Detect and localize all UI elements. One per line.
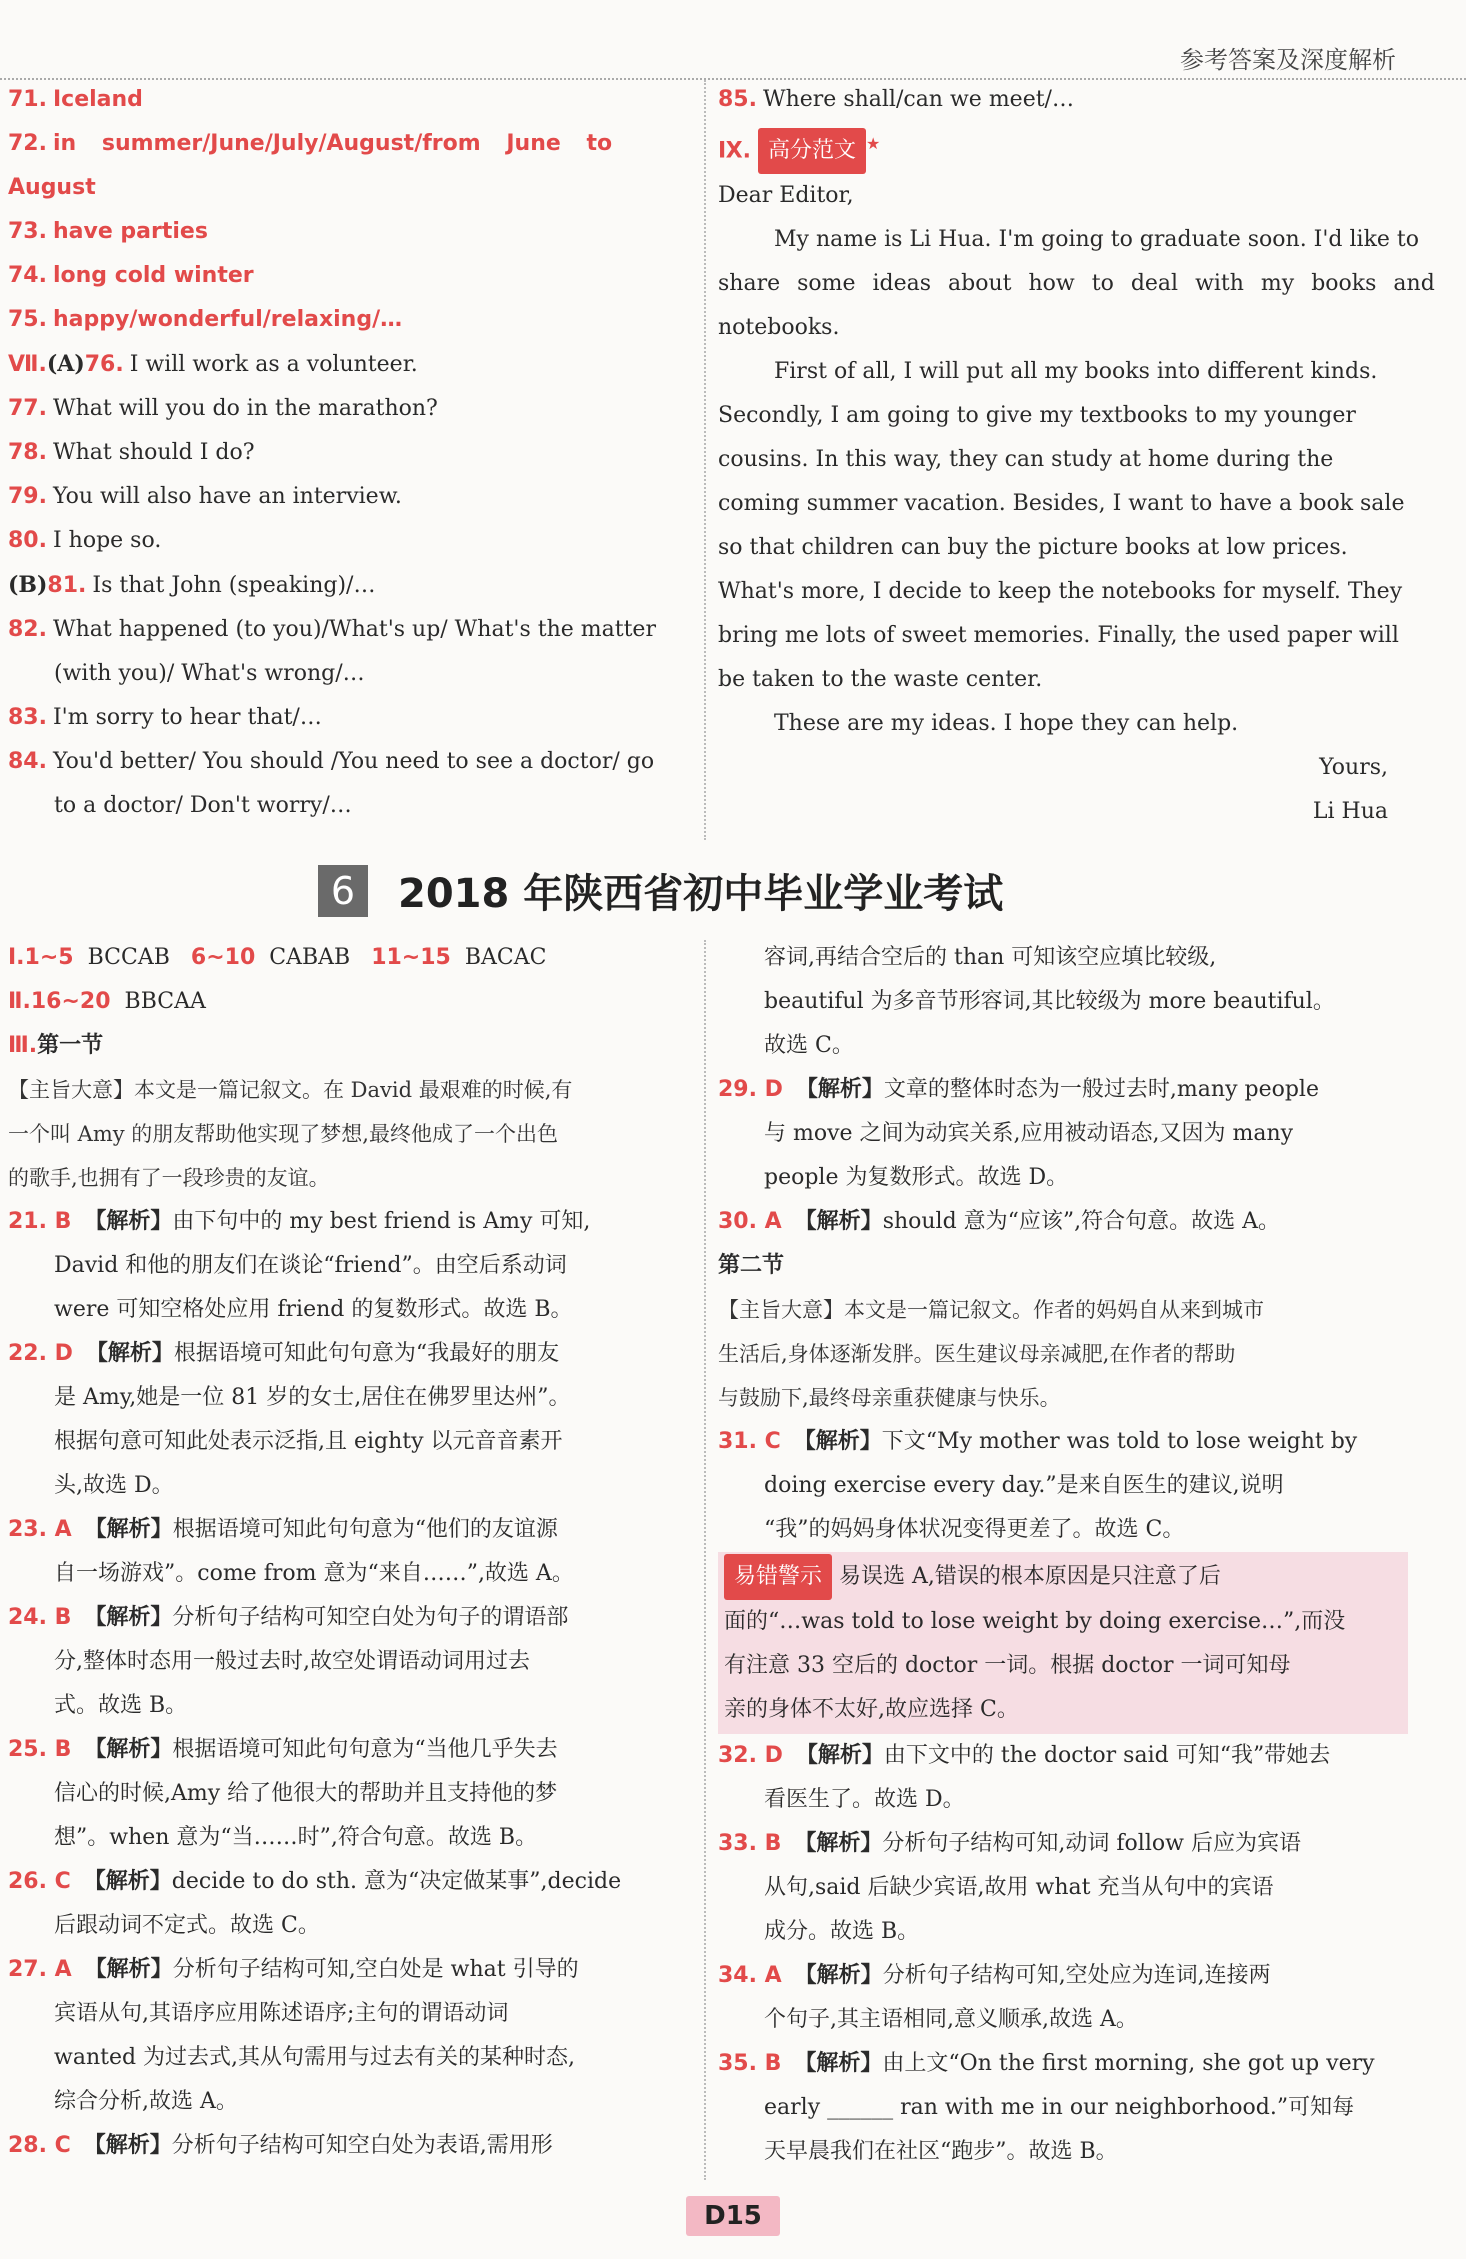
section-heading: 2018 年陕西省初中毕业学业考试: [398, 871, 1004, 917]
explanation-line: wanted 为过去式,其从句需用与过去有关的某种时态,: [54, 2045, 576, 2070]
essay-line: Secondly, I am going to give my textbooks to my younger: [718, 403, 1356, 429]
star-icon: ★: [866, 134, 881, 153]
explanation-line: 后跟动词不定式。故选 C。: [54, 1913, 320, 1938]
summary-line: 【主旨大意】本文是一篇记叙文。在 David 最艰难的时候,有: [8, 1078, 573, 1102]
explanation-line: 23. A 【解析】根据语境可知此句句意为“他们的友谊源: [8, 1517, 558, 1542]
answer-line: 75. happy/wonderful/relaxing/…: [8, 307, 403, 332]
warning-line: 有注意 33 空后的 doctor 一词。根据 doctor 一词可知母: [724, 1653, 1291, 1678]
explanation-line: 自一场游戏”。come from 意为“来自……”,故选 A。: [54, 1561, 574, 1586]
column-divider: [704, 80, 706, 840]
answer-key-row: Ⅰ.1~5 BCCAB 6~10 CABAB 11~15 BACAC: [8, 945, 547, 970]
explanation-line: 根据句意可知此处表示泛指,且 eighty 以元音音素开: [54, 1429, 563, 1454]
page-number: D15: [686, 2196, 780, 2236]
explanation-line: 29. D 【解析】文章的整体时态为一般过去时,many people: [718, 1077, 1319, 1102]
explanation-line: 35. B 【解析】由上文“On the first morning, she got up very: [718, 2051, 1375, 2076]
explanation-line: 31. C 【解析】下文“My mother was told to lose weight by: [718, 1429, 1358, 1454]
answer-line: 83. I'm sorry to hear that/…: [8, 705, 322, 730]
header-title: 参考答案及深度解析: [1180, 46, 1396, 74]
answer-line: 77. What will you do in the marathon?: [8, 396, 438, 421]
explanation-line: 从句,said 后缺少宾语,故用 what 充当从句中的宾语: [764, 1875, 1274, 1900]
essay-heading: Ⅸ. 高分范文 ★: [718, 122, 1398, 174]
essay-line: bring me lots of sweet memories. Finally, the used paper will: [718, 623, 1399, 649]
explanation-line: 信心的时候,Amy 给了他很大的帮助并且支持他的梦: [54, 1781, 558, 1806]
answer-line: 78. What should I do?: [8, 440, 255, 465]
answer-line: (B)81. Is that John (speaking)/…: [8, 572, 376, 598]
model-essay-badge: 高分范文: [758, 128, 866, 174]
summary-line: 一个叫 Amy 的朋友帮助他实现了梦想,最终他成了一个出色: [8, 1122, 558, 1146]
answer-line: Ⅶ.(A)76. I will work as a volunteer.: [8, 351, 418, 377]
explanation-line: 34. A 【解析】分析句子结构可知,空处应为连词,连接两: [718, 1963, 1271, 1988]
column-divider: [704, 940, 706, 2180]
explanation-line: 故选 C。: [764, 1033, 854, 1058]
explanation-line: 24. B 【解析】分析句子结构可知空白处为句子的谓语部: [8, 1605, 569, 1630]
explanation-line: David 和他的朋友们在谈论“friend”。由空后系动词: [54, 1253, 567, 1278]
explanation-line: 成分。故选 B。: [764, 1919, 920, 1944]
answer-line: 74. long cold winter: [8, 263, 254, 288]
answer-line: 71. Iceland: [8, 87, 143, 112]
explanation-line: early ______ ran with me in our neighborhood.”可知每: [764, 2095, 1355, 2120]
explanation-line: 综合分析,故选 A。: [54, 2089, 238, 2114]
essay-line: notebooks.: [718, 315, 840, 341]
explanation-line: 33. B 【解析】分析句子结构可知,动词 follow 后应为宾语: [718, 1831, 1301, 1856]
essay-line: share some ideas about how to deal with my books and: [718, 271, 1435, 297]
essay-line: coming summer vacation. Besides, I want to have a book sale: [718, 491, 1405, 517]
summary-line: 生活后,身体逐渐发胖。医生建议母亲减肥,在作者的帮助: [718, 1342, 1236, 1366]
essay-line: so that children can buy the picture books at low prices.: [718, 535, 1348, 561]
explanation-line: 式。故选 B。: [54, 1693, 188, 1718]
answer-line: 84. You'd better/ You should /You need to see a doctor/ go: [8, 749, 655, 774]
essay-line: What's more, I decide to keep the notebooks for myself. They: [718, 579, 1403, 605]
warning-line: 亲的身体不太好,故应选择 C。: [724, 1697, 1019, 1722]
explanation-line: 是 Amy,她是一位 81 岁的女士,居住在佛罗里达州”。: [54, 1385, 571, 1410]
explanation-line: “我”的妈妈身体状况变得更差了。故选 C。: [764, 1517, 1185, 1542]
explanation-line: were 可知空格处应用 friend 的复数形式。故选 B。: [54, 1297, 573, 1322]
answer-line: 85. Where shall/can we meet/…: [718, 87, 1074, 112]
answer-line: 73. have parties: [8, 219, 208, 244]
bottom-right-column: [718, 936, 1408, 2174]
explanation-line: 头,故选 D。: [54, 1473, 174, 1498]
answer-line: (with you)/ What's wrong/…: [54, 661, 365, 686]
warning-line: 易错警示 易误选 A,错误的根本原因是只注意了后: [724, 1554, 1402, 1600]
warning-line: 面的“…was told to lose weight by doing exercise…”,而没: [724, 1609, 1346, 1634]
explanation-line: 27. A 【解析】分析句子结构可知,空白处是 what 引导的: [8, 1957, 579, 1982]
answer-line: 80. I hope so.: [8, 528, 162, 553]
part-label: 第二节: [718, 1253, 785, 1278]
summary-line: 与鼓励下,最终母亲重获健康与快乐。: [718, 1386, 1061, 1410]
explanation-line: 22. D 【解析】根据语境可知此句句意为“我最好的朋友: [8, 1341, 560, 1366]
warning-badge: 易错警示: [724, 1554, 832, 1600]
answer-line: to a doctor/ Don't worry/…: [54, 793, 352, 818]
explanation-line: beautiful 为多音节形容词,其比较级为 more beautiful。: [764, 989, 1335, 1014]
section-number: 6: [318, 865, 368, 917]
summary-line: 的歌手,也拥有了一段珍贵的友谊。: [8, 1166, 330, 1190]
summary-line: 【主旨大意】本文是一篇记叙文。作者的妈妈自从来到城市: [718, 1298, 1264, 1322]
essay-line: My name is Li Hua. I'm going to graduate soon. I'd like to: [774, 227, 1419, 253]
essay-signature: Li Hua: [1312, 799, 1388, 825]
part-label: Ⅲ.第一节: [8, 1033, 104, 1058]
explanation-line: 看医生了。故选 D。: [764, 1787, 965, 1812]
explanation-line: 个句子,其主语相同,意义顺承,故选 A。: [764, 2007, 1138, 2032]
top-left-column: [8, 78, 698, 828]
explanation-line: 天早晨我们在社区“跑步”。故选 B。: [764, 2139, 1118, 2164]
section-title: [318, 862, 1003, 919]
explanation-line: 25. B 【解析】根据语境可知此句句意为“当他几乎失去: [8, 1737, 558, 1762]
explanation-line: 分,整体时态用一般过去时,故空处谓语动词用过去: [54, 1649, 530, 1674]
bottom-left-column: [8, 936, 698, 2168]
top-right-column: [718, 78, 1435, 834]
essay-line: cousins. In this way, they can study at home during the: [718, 447, 1334, 473]
essay-line: Dear Editor,: [718, 183, 854, 209]
essay-line: First of all, I will put all my books into different kinds.: [774, 359, 1378, 385]
answer-key-row: Ⅱ.16~20 BBCAA: [8, 989, 206, 1014]
essay-line: be taken to the waste center.: [718, 667, 1043, 693]
explanation-line: 与 move 之间为动宾关系,应用被动语态,又因为 many: [764, 1121, 1294, 1146]
warning-box: [718, 1552, 1408, 1734]
answer-line: August: [8, 175, 96, 200]
answer-line: 79. You will also have an interview.: [8, 484, 402, 509]
explanation-line: 26. C 【解析】decide to do sth. 意为“决定做某事”,decide: [8, 1869, 622, 1894]
explanation-line: 21. B 【解析】由下句中的 my best friend is Amy 可知,: [8, 1209, 591, 1234]
explanation-line: doing exercise every day.”是来自医生的建议,说明: [764, 1473, 1284, 1498]
explanation-line: 宾语从句,其语序应用陈述语序;主句的谓语动词: [54, 2001, 509, 2026]
explanation-line: 32. D 【解析】由下文中的 the doctor said 可知“我”带她去: [718, 1743, 1331, 1768]
essay-line: These are my ideas. I hope they can help.: [774, 711, 1239, 737]
essay-signoff: Yours,: [1319, 755, 1388, 781]
explanation-line: people 为复数形式。故选 D。: [764, 1165, 1069, 1190]
explanation-line: 30. A 【解析】should 意为“应该”,符合句意。故选 A。: [718, 1209, 1281, 1234]
answer-line: 72. in summer/June/July/August/from June to: [8, 131, 613, 156]
explanation-line: 想”。when 意为“当……时”,符合句意。故选 B。: [54, 1825, 538, 1850]
explanation-line: 28. C 【解析】分析句子结构可知空白处为表语,需用形: [8, 2133, 553, 2158]
explanation-line: 容词,再结合空后的 than 可知该空应填比较级,: [764, 945, 1217, 970]
answer-line: 82. What happened (to you)/What's up/ What's the matter: [8, 617, 656, 642]
